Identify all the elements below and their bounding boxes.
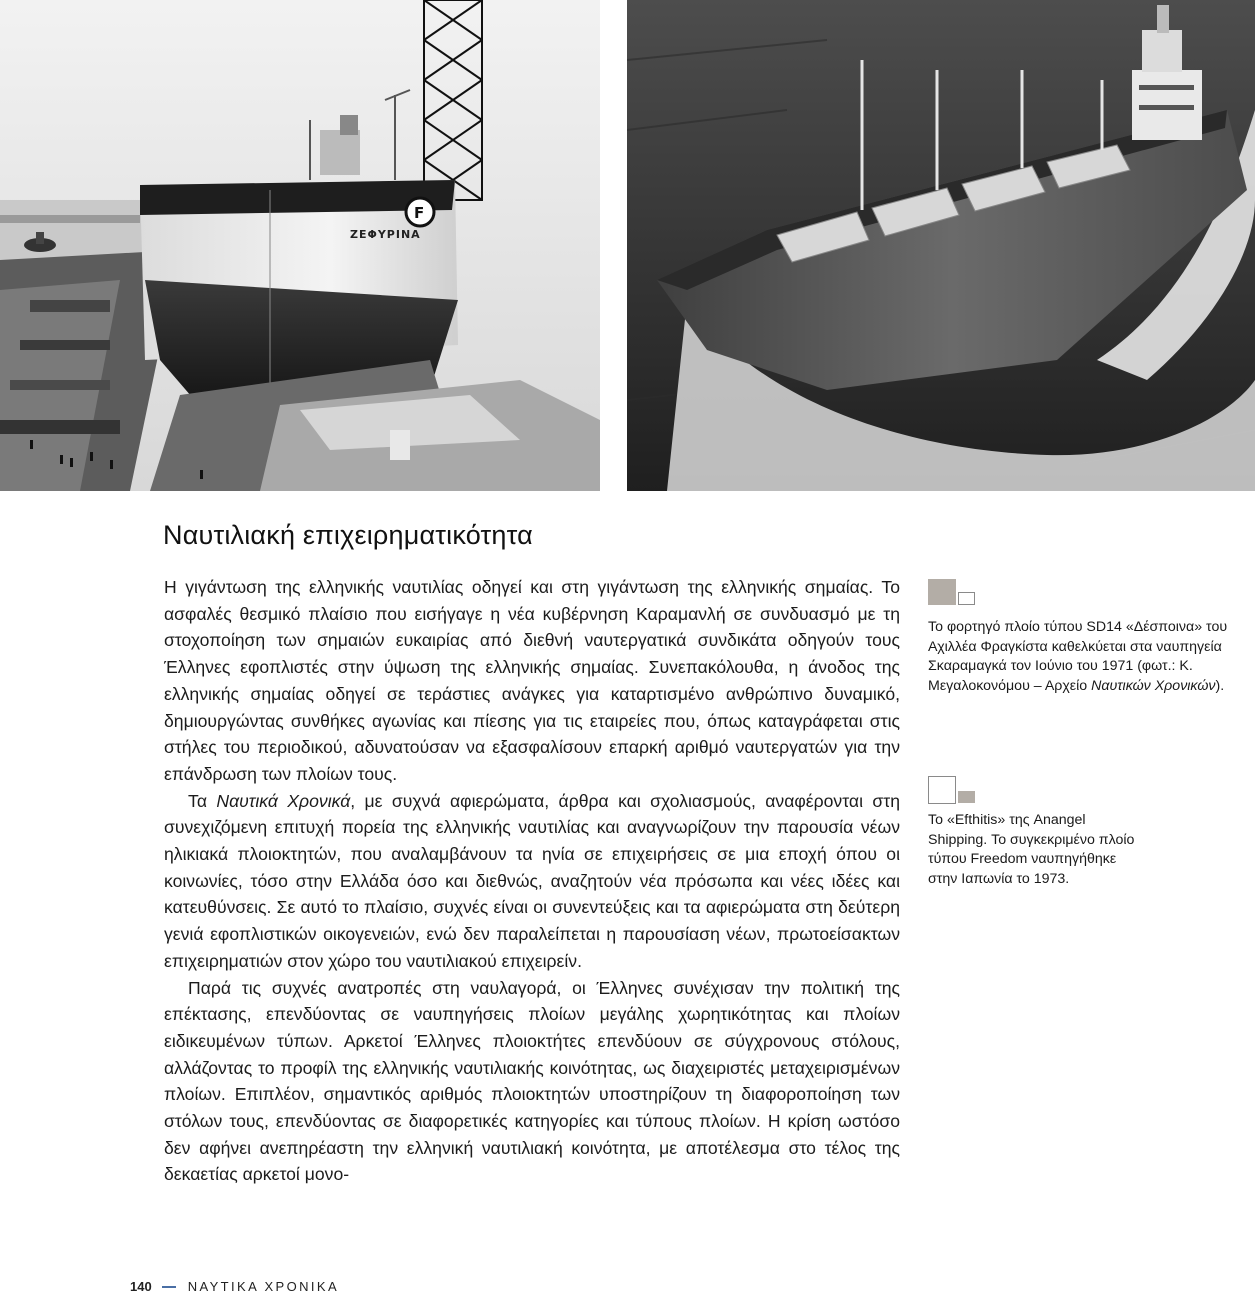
magazine-title: ΝΑΥΤΙΚΑ ΧΡΟΝΙΚΑ — [187, 1278, 340, 1294]
funnel-letter: F — [414, 204, 425, 222]
magazine-name-italic: Ναυτικά Χρονικά — [216, 790, 351, 811]
caption-right-photo: Το «Efthitis» της Anangel Shipping. Το συγκεκριμένο πλοίο τύπου Freedom ναυπηγήθηκε στην Ιαπωνία το 1973. — [928, 812, 1135, 887]
cargo-ship-photo — [627, 0, 1255, 491]
paragraph-2: Τα Ναυτικά Χρονικά, με συχνά αφιερώματα, άρθρα και σχολιασμούς, αναφέρονται στη συνεχιζόμενη επιτυχή πορεία της ελληνικής ναυτιλίας και αναγνωρίζουν την παρουσία νέων ηλικιακά πλοιοκτητών, που αναλαμβάνουν τα ηνία σε επιχειρήσεις σε μια εποχή όπου οι κοινωνίες, τόσο στην Ελλάδα όσο και διεθνώς, αναζητούν νέα πρόσωπα και νέες ιδέες και κατευθύνσεις. Σε αυτό το πλαίσιο, συχνές είναι οι συνεντεύξεις και τα αφιερώματα στη δεύτερη γενιά εφοπλιστικών οικογενειών, ενώ δεν παραλείπεται η παρουσίαση νέων, πρωτοείσακτων επιχειρηματιών στον χώρο του ναυτιλιακού επιχειρείν. — [164, 790, 901, 971]
hull-name-text: ΖΕΦΥΡΙΝΑ — [350, 228, 421, 241]
article-heading: Ναυτιλιακή επιχειρηματικότητα — [163, 520, 533, 550]
cargo-ship-image — [627, 0, 1255, 491]
caption-left-photo: Το φορτηγό πλοίο τύπου SD14 «Δέσποινα» του Αχιλλέα Φραγκίστα καθελκύεται στα ναυπηγεία Σκαραμαγκά τον Ιούνιο του 1971 (φωτ.: Κ. Μεγαλοκονόμου – Αρχείο Ναυτικών Χρονικών). — [928, 619, 1228, 694]
page-number: 140 — [130, 1278, 152, 1294]
page-footer — [130, 1277, 339, 1295]
left-image-marker — [928, 579, 976, 607]
ship-launch-image — [0, 0, 600, 491]
right-image-marker — [928, 776, 976, 804]
paragraph-3: Παρά τις συχνές ανατροπές στη ναυλαγορά, οι Έλληνες συνέχισαν την πολιτική της επέκτασης, επενδύοντας σε ναυπηγήσεις πλοίων μεγάλης χωρητικότητας και πλοίων ειδικευμένων τύπων. Αρκετοί Έλληνες πλοιοκτήτες επενδύουν σε σύγχρονους στόλους, αλλάζοντας το προφίλ της ελληνικής ναυτιλιακής κοινότητας, ως διαχειριστές μεταχειρισμένων πλοίων. Επιπλέον, σημαντικός αριθμός πλοιοκτητών υποστηρίζουν τη διαφοροποίηση των στόλων τους, επενδύοντας σε διαφορετικές κατηγορίες και τύπους πλοίων. Η κρίση ωστόσο δεν αφήνει ανεπηρέαστη την ελληνική ναυτιλιακή κοινότητα, με αποτέλεσμα στο τέλος της δεκαετίας αρκετοί μονο- — [164, 977, 900, 1185]
article-body — [164, 574, 900, 1188]
footer-dash-icon — [162, 1286, 176, 1288]
ship-launch-photo — [0, 0, 600, 491]
paragraph-1: Η γιγάντωση της ελληνικής ναυτιλίας οδηγεί και στη γιγάντωση της ελληνικής σημαίας. Το ασφαλές θεσμικό πλαίσιο που εισήγαγε η νέα κυβέρνηση Καραμανλή σε συνδυασμό με τη στοχοποίηση των σημαιών ευκαιρίας από διεθνή ναυτεργατικά συνδικάτα οδηγούν τους Έλληνες εφοπλιστές στην ύψωση της ελληνικής σημαίας. Συνεπακόλουθα, η άνοδος της ελληνικής σημαίας οδηγεί σε τεράστιες ανάγκες για καταρτισμένο ανθρώπινο δυναμικό, δημιουργώντας συνθήκες αγωνίας και πίεσης για τις εταιρείες που, όπως καταγράφεται στις στήλες του περιοδικού, αδυνατούσαν να εξασφαλίσουν επαρκή αριθμό ναυτεργατών για την επάνδρωση των πλοίων τους. — [164, 577, 900, 784]
